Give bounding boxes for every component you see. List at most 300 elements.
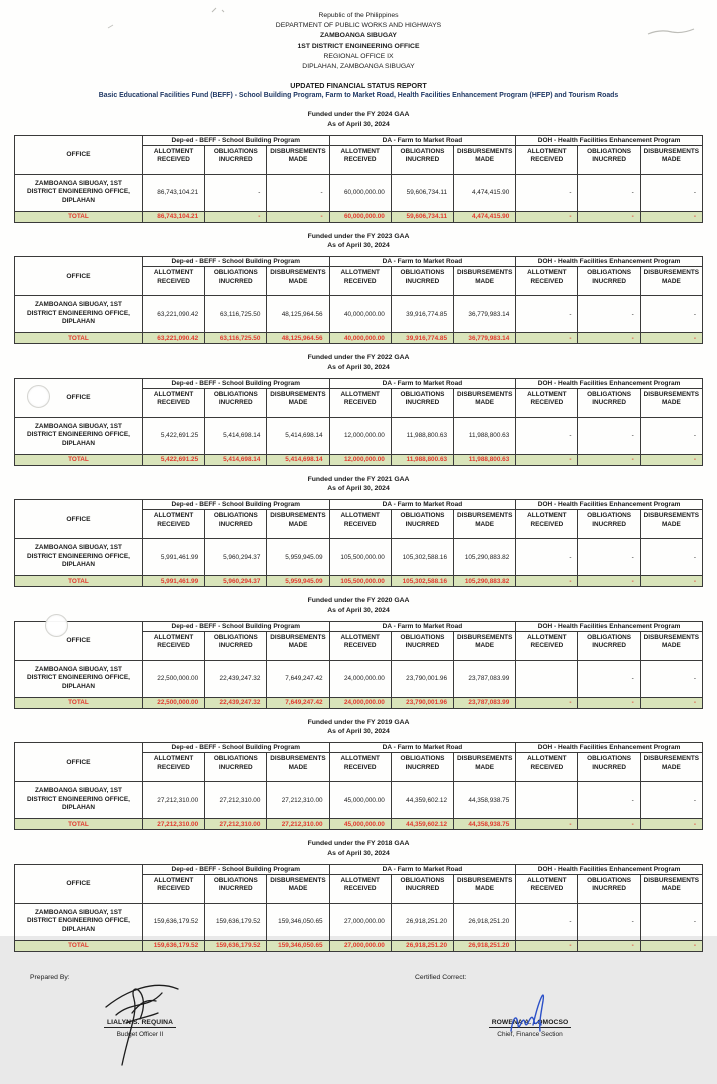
program-group-header-cell: DA - Farm to Market Road [329,500,516,510]
program-group-header-cell: Dep-ed - BEFF - School Building Program [142,257,329,267]
value-cell: 105,290,883.82 [454,539,516,576]
as-of-caption: As of April 30, 2024 [327,606,390,614]
value-cell: 40,000,000.00 [329,296,391,333]
fy-section [14,232,703,344]
subheader-cell: DISBURSEMENTS MADE [454,510,516,539]
letterhead-line: REGIONAL OFFICE IX [323,52,394,60]
total-label-cell: TOTAL [15,940,143,951]
report-title: UPDATED FINANCIAL STATUS REPORT [290,81,427,91]
fy-table-body [15,660,703,708]
subheader-cell: ALLOTMENT RECEIVED [329,267,391,296]
value-cell: 44,359,602.12 [391,782,453,819]
group-header-row [15,743,703,753]
total-value-cell: - [578,940,640,951]
fy-table-body [15,539,703,587]
as-of-caption: As of April 30, 2024 [327,728,390,736]
hole-punch-bottom [45,614,68,637]
subheader-cell: ALLOTMENT RECEIVED [516,145,578,174]
total-value-cell: - [516,576,578,587]
total-value-cell: 44,358,938.75 [454,819,516,830]
office-name-cell: ZAMBOANGA SIBUGAY, 1ST DISTRICT ENGINEERING OFFICE, DIPLAHAN [15,660,143,697]
fy-table-body [15,296,703,344]
prepared-by-label: Prepared By: [30,973,70,981]
program-group-header-cell: DOH - Health Facilities Enhancement Program [516,743,703,753]
total-row [15,819,703,830]
letterhead-line: DIPLAHAN, ZAMBOANGA SIBUGAY [302,62,415,70]
value-cell: - [516,174,578,211]
subheader-cell: ALLOTMENT RECEIVED [516,631,578,660]
fy-table-head [15,257,703,296]
report-subtitle: Basic Educational Facilities Fund (BEFF) - School Building Program, Farm to Market Road, Health Facilities Enhancement Program (HFEP) and Tourism Roads [98,92,619,100]
value-cell: 5,959,945.09 [267,539,329,576]
as-of-caption: As of April 30, 2024 [327,485,390,493]
total-value-cell: - [516,819,578,830]
tables-container [14,110,703,951]
group-header-row [15,621,703,631]
value-cell: - [640,903,702,940]
letterhead-line: 1ST DISTRICT ENGINEERING OFFICE [297,42,420,50]
subheader-cell: OBLIGATIONS INUCRRED [578,510,640,539]
value-cell: 39,916,774.85 [391,296,453,333]
total-value-cell: 63,116,725.50 [205,333,267,344]
value-cell: 22,439,247.32 [205,660,267,697]
value-cell: 5,422,691.25 [142,417,204,454]
subheader-cell: DISBURSEMENTS MADE [267,753,329,782]
total-value-cell: 39,916,774.85 [391,333,453,344]
total-value-cell: 24,000,000.00 [329,697,391,708]
value-cell: 4,474,415.90 [454,174,516,211]
total-value-cell: 26,918,251.20 [454,940,516,951]
total-value-cell: - [640,940,702,951]
value-cell: 36,779,983.14 [454,296,516,333]
funded-under-caption: Funded under the FY 2024 GAA [307,111,410,119]
certified-correct-block [415,974,645,1038]
total-value-cell: 5,422,691.25 [142,454,204,465]
value-cell: - [578,782,640,819]
value-cell: 23,787,083.99 [454,660,516,697]
value-cell: 159,636,179.52 [205,903,267,940]
value-cell: 44,358,938.75 [454,782,516,819]
program-group-header-cell: DA - Farm to Market Road [329,135,516,145]
subheader-cell: ALLOTMENT RECEIVED [516,388,578,417]
subheader-cell: OBLIGATIONS INUCRRED [391,267,453,296]
value-cell: 60,000,000.00 [329,174,391,211]
subheader-cell: DISBURSEMENTS MADE [267,631,329,660]
subheader-cell: ALLOTMENT RECEIVED [142,388,204,417]
fy-table-body [15,417,703,465]
prepared-by-name: LIALYN S. REQUINA [104,1019,176,1028]
total-value-cell: 36,779,983.14 [454,333,516,344]
total-row [15,211,703,222]
value-cell: - [640,660,702,697]
subheader-cell: DISBURSEMENTS MADE [267,874,329,903]
program-group-header-cell: DA - Farm to Market Road [329,621,516,631]
office-data-row [15,174,703,211]
program-group-header-cell: DA - Farm to Market Road [329,743,516,753]
subheader-cell: ALLOTMENT RECEIVED [329,145,391,174]
as-of-caption: As of April 30, 2024 [327,849,390,857]
subheader-cell: DISBURSEMENTS MADE [640,388,702,417]
subheader-cell: DISBURSEMENTS MADE [640,874,702,903]
total-value-cell: 27,212,310.00 [267,819,329,830]
subheader-cell: ALLOTMENT RECEIVED [142,145,204,174]
value-cell: 22,500,000.00 [142,660,204,697]
as-of-caption: As of April 30, 2024 [327,363,390,371]
value-cell: 5,414,698.14 [205,417,267,454]
subheader-cell: DISBURSEMENTS MADE [640,631,702,660]
total-row [15,454,703,465]
value-cell: - [640,539,702,576]
subheader-cell: OBLIGATIONS INUCRRED [205,874,267,903]
subheader-cell: ALLOTMENT RECEIVED [329,631,391,660]
value-cell: 159,346,050.65 [267,903,329,940]
letterhead-line: ZAMBOANGA SIBUGAY [320,32,397,40]
fy-table [14,499,703,587]
total-value-cell: 5,959,945.09 [267,576,329,587]
office-data-row [15,903,703,940]
program-group-header-cell: DOH - Health Facilities Enhancement Program [516,257,703,267]
funded-under-caption: Funded under the FY 2022 GAA [307,354,410,362]
fy-table-head [15,378,703,417]
program-group-header-cell: DOH - Health Facilities Enhancement Program [516,135,703,145]
group-header-row [15,378,703,388]
value-cell: - [578,539,640,576]
value-cell: - [640,296,702,333]
total-label-cell: TOTAL [15,211,143,222]
value-cell: - [640,174,702,211]
program-group-header-cell: Dep-ed - BEFF - School Building Program [142,864,329,874]
subheader-cell: OBLIGATIONS INUCRRED [391,753,453,782]
subheader-cell: OBLIGATIONS INUCRRED [391,874,453,903]
subheader-cell: OBLIGATIONS INUCRRED [578,631,640,660]
total-value-cell: 86,743,104.21 [142,211,204,222]
subheader-cell: ALLOTMENT RECEIVED [142,510,204,539]
total-value-cell: 105,500,000.00 [329,576,391,587]
total-value-cell: - [640,211,702,222]
subheader-cell: ALLOTMENT RECEIVED [142,631,204,660]
subheader-cell: DISBURSEMENTS MADE [267,510,329,539]
as-of-caption: As of April 30, 2024 [327,242,390,250]
total-value-cell: 11,988,800.63 [454,454,516,465]
total-value-cell: - [516,454,578,465]
group-header-row [15,135,703,145]
value-cell: - [578,296,640,333]
total-value-cell: 48,125,964.56 [267,333,329,344]
total-row [15,940,703,951]
subheader-cell: ALLOTMENT RECEIVED [516,874,578,903]
office-data-row [15,539,703,576]
subheader-cell: ALLOTMENT RECEIVED [329,753,391,782]
value-cell: 63,116,725.50 [205,296,267,333]
total-value-cell: 4,474,415.90 [454,211,516,222]
value-cell: - [267,174,329,211]
total-value-cell: 22,500,000.00 [142,697,204,708]
value-cell: 23,790,001.96 [391,660,453,697]
program-group-header-cell: DOH - Health Facilities Enhancement Program [516,864,703,874]
subheader-cell: DISBURSEMENTS MADE [267,388,329,417]
total-value-cell: 5,414,698.14 [267,454,329,465]
subheader-cell: DISBURSEMENTS MADE [640,510,702,539]
fy-section [14,596,703,708]
value-cell: 5,414,698.14 [267,417,329,454]
fy-table-body [15,782,703,830]
total-value-cell: - [578,576,640,587]
group-header-row [15,864,703,874]
total-value-cell: - [578,454,640,465]
total-value-cell: 105,290,883.82 [454,576,516,587]
office-data-row [15,417,703,454]
certified-correct-title: Chief, Finance Section [497,1030,563,1038]
total-value-cell: 7,649,247.42 [267,697,329,708]
subheader-cell: DISBURSEMENTS MADE [640,267,702,296]
total-value-cell: 45,000,000.00 [329,819,391,830]
program-group-header-cell: DA - Farm to Market Road [329,378,516,388]
subheader-cell: ALLOTMENT RECEIVED [142,753,204,782]
group-header-row [15,500,703,510]
total-value-cell: - [516,940,578,951]
fy-table-head [15,135,703,174]
program-group-header-cell: DOH - Health Facilities Enhancement Program [516,378,703,388]
office-data-row [15,296,703,333]
value-cell: 11,988,800.63 [454,417,516,454]
total-label-cell: TOTAL [15,576,143,587]
value-cell: 86,743,104.21 [142,174,204,211]
total-row [15,576,703,587]
total-value-cell: 159,636,179.52 [205,940,267,951]
value-cell: - [578,174,640,211]
subheader-cell: ALLOTMENT RECEIVED [329,510,391,539]
subheader-cell: OBLIGATIONS INUCRRED [578,388,640,417]
fy-table [14,256,703,344]
value-cell: 48,125,964.56 [267,296,329,333]
value-cell: - [516,903,578,940]
program-group-header-cell: Dep-ed - BEFF - School Building Program [142,500,329,510]
total-value-cell: 59,606,734.11 [391,211,453,222]
value-cell: 105,302,588.16 [391,539,453,576]
office-data-row [15,660,703,697]
letterhead [0,0,717,72]
fy-table [14,621,703,709]
subheader-cell: DISBURSEMENTS MADE [267,267,329,296]
value-cell: 24,000,000.00 [329,660,391,697]
subheader-cell: OBLIGATIONS INUCRRED [578,874,640,903]
total-value-cell: 40,000,000.00 [329,333,391,344]
program-group-header-cell: Dep-ed - BEFF - School Building Program [142,135,329,145]
total-value-cell: 5,991,461.99 [142,576,204,587]
fy-table-head [15,743,703,782]
program-group-header-cell: DA - Farm to Market Road [329,257,516,267]
office-header-cell: OFFICE [15,500,143,539]
prepared-by-block [30,974,250,1038]
total-row [15,697,703,708]
subheader-cell: DISBURSEMENTS MADE [640,145,702,174]
fy-table [14,378,703,466]
value-cell: - [578,660,640,697]
value-cell: 45,000,000.00 [329,782,391,819]
funded-under-caption: Funded under the FY 2023 GAA [307,232,410,240]
office-header-cell: OFFICE [15,378,143,417]
value-cell: - [578,417,640,454]
office-data-row [15,782,703,819]
fy-table-head [15,621,703,660]
prepared-by-signature-icon [82,973,192,1083]
total-label-cell: TOTAL [15,819,143,830]
group-header-row [15,257,703,267]
program-group-header-cell: DOH - Health Facilities Enhancement Program [516,500,703,510]
fy-table-head [15,500,703,539]
subheader-cell: ALLOTMENT RECEIVED [329,388,391,417]
subheader-cell: OBLIGATIONS INUCRRED [578,145,640,174]
office-header-cell: OFFICE [15,257,143,296]
value-cell: 5,960,294.37 [205,539,267,576]
office-name-cell: ZAMBOANGA SIBUGAY, 1ST DISTRICT ENGINEERING OFFICE, DIPLAHAN [15,903,143,940]
value-cell: 26,918,251.20 [454,903,516,940]
total-value-cell: - [516,211,578,222]
value-cell: 11,988,800.63 [391,417,453,454]
program-group-header-cell: Dep-ed - BEFF - School Building Program [142,621,329,631]
total-value-cell: 44,359,602.12 [391,819,453,830]
total-value-cell: 22,439,247.32 [205,697,267,708]
subheader-cell: DISBURSEMENTS MADE [640,753,702,782]
fy-section [14,110,703,222]
office-header-cell: OFFICE [15,621,143,660]
letterhead-line: DEPARTMENT OF PUBLIC WORKS AND HIGHWAYS [275,22,442,30]
value-cell: 159,636,179.52 [142,903,204,940]
value-cell: - [578,903,640,940]
value-cell: - [640,417,702,454]
subheader-cell: OBLIGATIONS INUCRRED [205,145,267,174]
subheader-cell: DISBURSEMENTS MADE [267,145,329,174]
total-value-cell: 23,787,083.99 [454,697,516,708]
value-cell: - [205,174,267,211]
total-value-cell: - [640,454,702,465]
value-cell [516,660,578,697]
program-group-header-cell: DA - Farm to Market Road [329,864,516,874]
fy-table-head [15,864,703,903]
total-value-cell: 11,988,800.63 [391,454,453,465]
value-cell: 27,212,310.00 [267,782,329,819]
fy-table [14,742,703,830]
subheader-cell: OBLIGATIONS INUCRRED [578,753,640,782]
total-label-cell: TOTAL [15,333,143,344]
office-name-cell: ZAMBOANGA SIBUGAY, 1ST DISTRICT ENGINEERING OFFICE, DIPLAHAN [15,782,143,819]
office-header-cell: OFFICE [15,135,143,174]
subheader-cell: OBLIGATIONS INUCRRED [391,510,453,539]
subheader-cell: OBLIGATIONS INUCRRED [391,145,453,174]
office-header-cell: OFFICE [15,864,143,903]
value-cell: 27,212,310.00 [142,782,204,819]
prepared-by-title: Budget Officer II [116,1030,164,1038]
subheader-cell: OBLIGATIONS INUCRRED [578,267,640,296]
subheader-cell: ALLOTMENT RECEIVED [142,267,204,296]
total-value-cell: - [640,333,702,344]
certified-correct-name: ROWENA A. LOMOCSO [489,1019,572,1028]
program-group-header-cell: Dep-ed - BEFF - School Building Program [142,378,329,388]
total-value-cell: - [578,819,640,830]
certified-signature-icon [493,979,583,1049]
value-cell: 27,212,310.00 [205,782,267,819]
office-header-cell: OFFICE [15,743,143,782]
office-name-cell: ZAMBOANGA SIBUGAY, 1ST DISTRICT ENGINEERING OFFICE, DIPLAHAN [15,539,143,576]
total-value-cell: 12,000,000.00 [329,454,391,465]
subheader-cell: OBLIGATIONS INUCRRED [205,631,267,660]
total-value-cell: - [205,211,267,222]
value-cell: 7,649,247.42 [267,660,329,697]
subheader-cell: ALLOTMENT RECEIVED [142,874,204,903]
total-label-cell: TOTAL [15,454,143,465]
total-value-cell: 63,221,090.42 [142,333,204,344]
total-value-cell: 27,212,310.00 [205,819,267,830]
subheader-cell: OBLIGATIONS INUCRRED [205,510,267,539]
total-value-cell: 27,212,310.00 [142,819,204,830]
subheader-cell: OBLIGATIONS INUCRRED [205,753,267,782]
total-value-cell: 27,000,000.00 [329,940,391,951]
funded-under-caption: Funded under the FY 2020 GAA [307,597,410,605]
subheader-cell: DISBURSEMENTS MADE [454,145,516,174]
value-cell: 59,606,734.11 [391,174,453,211]
total-value-cell: 23,790,001.96 [391,697,453,708]
subheader-cell: DISBURSEMENTS MADE [454,388,516,417]
total-value-cell: - [516,697,578,708]
value-cell: 12,000,000.00 [329,417,391,454]
signature-footer [30,974,687,1084]
value-cell: - [516,417,578,454]
certified-correct-label: Certified Correct: [415,973,467,981]
fy-table-body [15,903,703,951]
program-group-header-cell: DOH - Health Facilities Enhancement Program [516,621,703,631]
subheader-cell: ALLOTMENT RECEIVED [516,510,578,539]
fy-table [14,864,703,952]
total-value-cell: 159,636,179.52 [142,940,204,951]
total-value-cell: - [578,333,640,344]
program-group-header-cell: Dep-ed - BEFF - School Building Program [142,743,329,753]
as-of-caption: As of April 30, 2024 [327,120,390,128]
fy-section [14,839,703,951]
total-value-cell: 60,000,000.00 [329,211,391,222]
subheader-cell: OBLIGATIONS INUCRRED [205,388,267,417]
total-value-cell: - [267,211,329,222]
total-value-cell: - [640,697,702,708]
total-value-cell: 5,960,294.37 [205,576,267,587]
subheader-cell: OBLIGATIONS INUCRRED [391,631,453,660]
subheader-cell: DISBURSEMENTS MADE [454,753,516,782]
value-cell: - [640,782,702,819]
value-cell: 105,500,000.00 [329,539,391,576]
fy-section [14,718,703,830]
subheader-cell: ALLOTMENT RECEIVED [516,267,578,296]
funded-under-caption: Funded under the FY 2021 GAA [307,475,410,483]
office-name-cell: ZAMBOANGA SIBUGAY, 1ST DISTRICT ENGINEERING OFFICE, DIPLAHAN [15,296,143,333]
letterhead-line: Republic of the Philippines [318,12,399,19]
total-value-cell: - [578,697,640,708]
total-row [15,333,703,344]
total-value-cell: - [516,333,578,344]
hole-punch-top [27,385,50,408]
fy-section [14,353,703,465]
fy-table [14,135,703,223]
subheader-cell: ALLOTMENT RECEIVED [516,753,578,782]
office-name-cell: ZAMBOANGA SIBUGAY, 1ST DISTRICT ENGINEERING OFFICE, DIPLAHAN [15,174,143,211]
total-value-cell: - [640,819,702,830]
value-cell [516,782,578,819]
office-name-cell: ZAMBOANGA SIBUGAY, 1ST DISTRICT ENGINEERING OFFICE, DIPLAHAN [15,417,143,454]
value-cell: - [516,539,578,576]
subheader-cell: DISBURSEMENTS MADE [454,631,516,660]
value-cell: 63,221,090.42 [142,296,204,333]
total-value-cell: 105,302,588.16 [391,576,453,587]
subheader-cell: DISBURSEMENTS MADE [454,267,516,296]
total-value-cell: - [640,576,702,587]
